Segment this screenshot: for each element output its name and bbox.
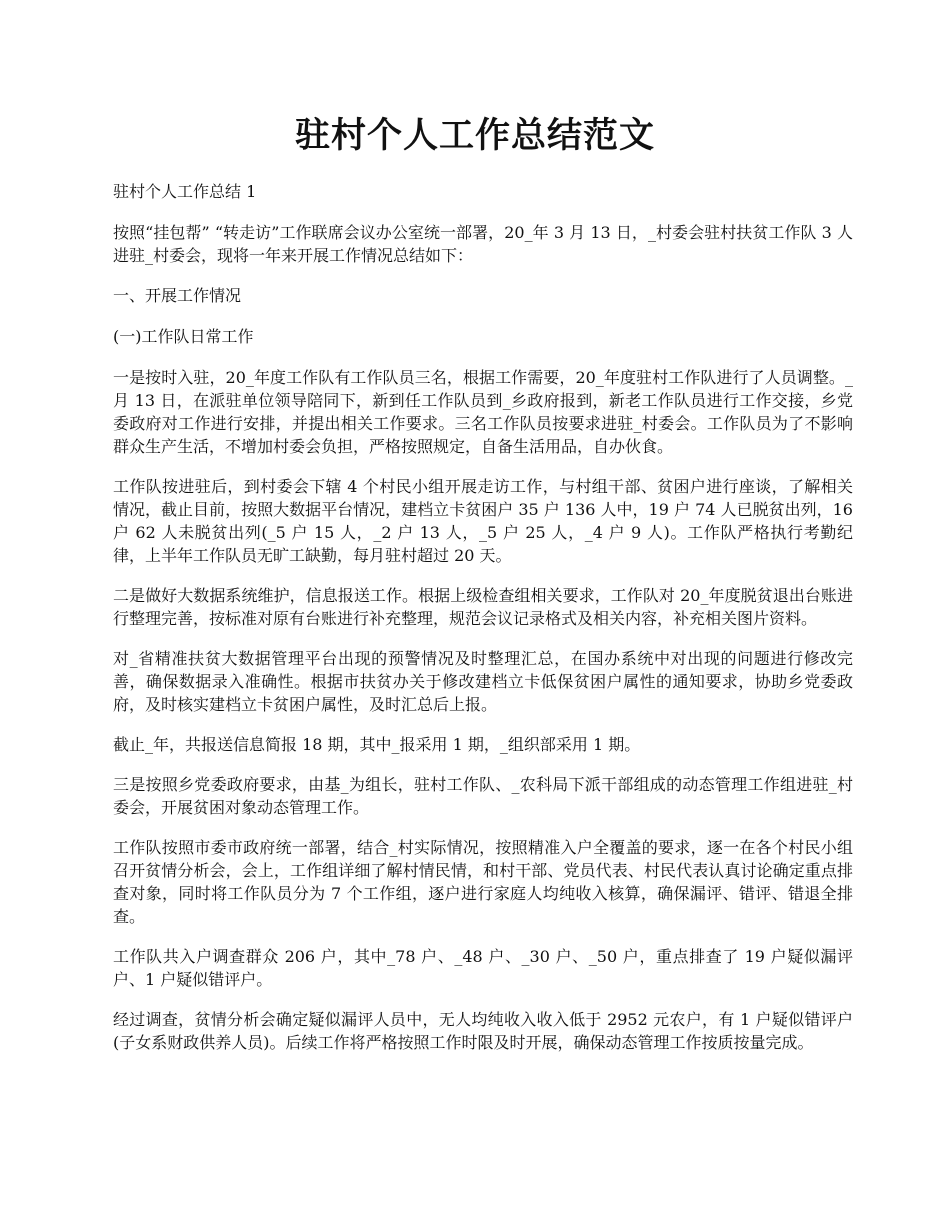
document-title: 驻村个人工作总结范文	[294, 115, 655, 156]
body-paragraph: 截止_年，共报送信息简报 18 期，其中_报采用 1 期，_组织部采用 1 期。	[113, 735, 641, 754]
body-paragraph: 工作队按进驻后，到村委会下辖 4 个村民小组开展走访工作，与村组干部、贫困户进行座谈，了解相关情况，截止目前，按照大数据平台情况，建档立卡贫困户 35 户 136 人中，19 户 74 人已脱贫出列，16 户 62 人未脱贫出列(_5 户 15 人，_2 户 13 人，_5 户 25 人，_4 户 9 人)。工作队严格执行考勤纪律，上半年工作队员无旷工缺勤，每月驻村超过 20 天。	[113, 477, 853, 565]
section-heading: 驻村个人工作总结 1	[113, 182, 257, 201]
body-paragraph: 一是按时入驻，20_年度工作队有工作队员三名，根据工作需要，20_年度驻村工作队进行了人员调整。_月 13 日，在派驻单位领导陪同下，新到任工作队员到_乡政府报到，新老工作队员进行工作交接，乡党委政府对工作进行安排，并提出相关工作要求。三名工作队员按要求进驻_村委会。工作队员为了不影响群众生产生活，不增加村委会负担，严格按照规定，自备生活用品，自办伙食。	[113, 368, 853, 456]
part-heading: 一、开展工作情况	[113, 286, 242, 305]
document-body	[113, 180, 853, 1071]
body-paragraph: 二是做好大数据系统维护，信息报送工作。根据上级检查组相关要求，工作队对 20_年度脱贫退出台账进行整理完善，按标准对原有台账进行补充整理，规范会议记录格式及相关内容，补充相关图片资料。	[113, 586, 853, 628]
body-paragraph: 三是按照乡党委政府要求，由基_为组长，驻村工作队、_农科局下派干部组成的动态管理工作组进驻_村委会，开展贫困对象动态管理工作。	[113, 775, 853, 817]
subsection-heading: (一)工作队日常工作	[113, 327, 254, 346]
intro-paragraph: 按照“挂包帮” “转走访”工作联席会议办公室统一部署，20_年 3 月 13 日，_村委会驻村扶贫工作队 3 人进驻_村委会，现将一年来开展工作情况总结如下：	[113, 223, 853, 265]
body-paragraph: 工作队共入户调查群众 206 户，其中_78 户、_48 户、_30 户、_50 户，重点排查了 19 户疑似漏评户、1 户疑似错评户。	[113, 947, 853, 989]
body-paragraph: 工作队按照市委市政府统一部署，结合_村实际情况，按照精准入户全覆盖的要求，逐一在各个村民小组召开贫情分析会，会上，工作组详细了解村情民情，和村干部、党员代表、村民代表认真讨论确定重点排查对象，同时将工作队员分为 7 个工作组，逐户进行家庭人均纯收入核算，确保漏评、错评、错退全排查。	[113, 838, 853, 926]
body-paragraph: 经过调查，贫情分析会确定疑似漏评人员中，无人均纯收入收入低于 2952 元农户，有 1 户疑似错评户(子女系财政供养人员)。后续工作将严格按照工作时限及时开展，确保动态管理工作按质按量完成。	[113, 1010, 853, 1052]
body-paragraph: 对_省精准扶贫大数据管理平台出现的预警情况及时整理汇总，在国办系统中对出现的问题进行修改完善，确保数据录入准确性。根据市扶贫办关于修改建档立卡低保贫困户属性的通知要求，协助乡党委政府，及时核实建档立卡贫困户属性，及时汇总后上报。	[113, 649, 853, 714]
